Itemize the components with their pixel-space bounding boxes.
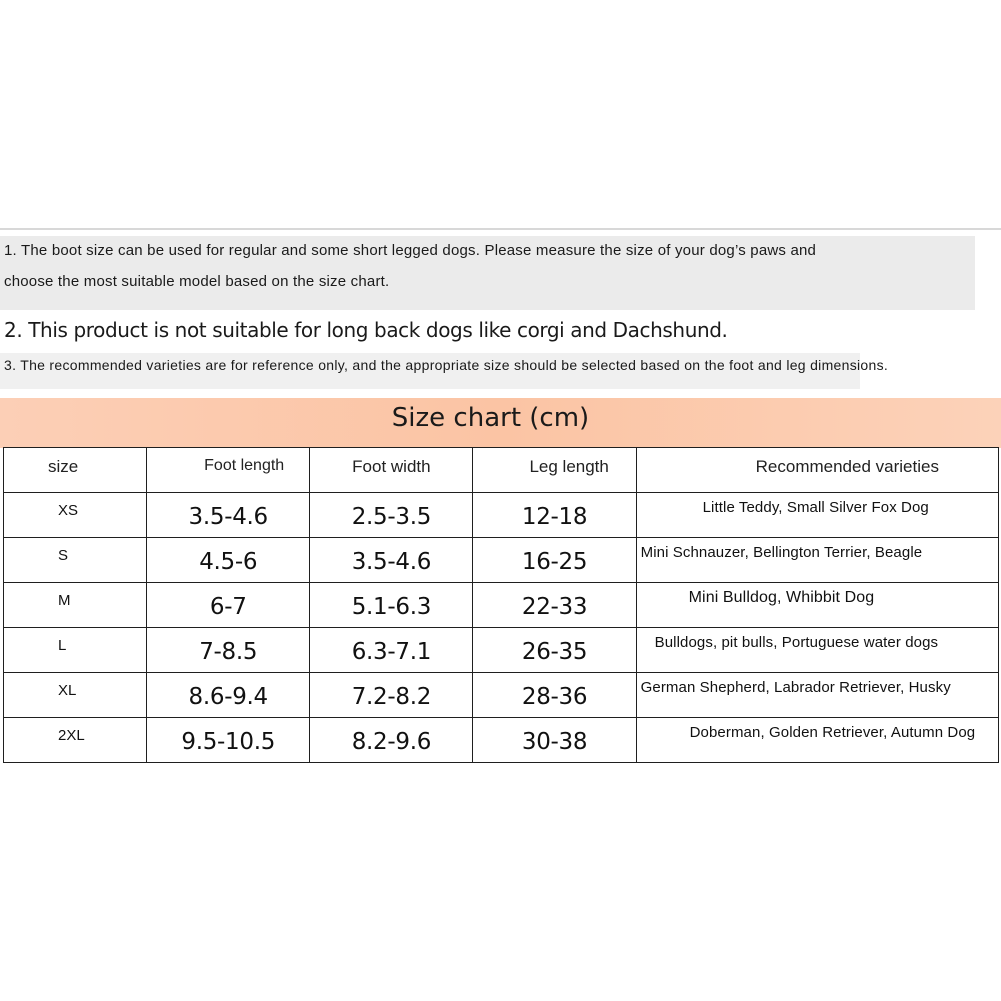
- foot-length-value: 3.5-4.6: [188, 504, 268, 530]
- foot-length-value: 9.5-10.5: [181, 729, 276, 755]
- cell-leg-length: [473, 583, 636, 628]
- cell-foot-width: [310, 673, 473, 718]
- cell-varieties: [636, 538, 998, 583]
- header-varieties-label: Recommended varieties: [755, 457, 939, 476]
- leg-length-value: 22-33: [521, 594, 588, 620]
- cell-foot-length: [147, 493, 310, 538]
- cell-varieties: [636, 583, 998, 628]
- size-label: S: [58, 547, 69, 564]
- cell-foot-length: [147, 628, 310, 673]
- header-leg-length: [473, 448, 636, 493]
- note-1-line-1: 1. The boot size can be used for regular and some short legged dogs. Please measure the size of your dog’s paws and: [4, 242, 817, 259]
- note-1-line-2: choose the most suitable model based on the size chart.: [4, 273, 390, 290]
- varieties-value: Mini Schnauzer, Bellington Terrier, Beagle: [640, 544, 923, 561]
- foot-width-value: 6.3-7.1: [351, 639, 432, 665]
- foot-length-value: 7-8.5: [199, 639, 258, 665]
- header-leg-length-label: Leg length: [529, 457, 609, 476]
- header-varieties: [636, 448, 998, 493]
- header-size: [4, 448, 147, 493]
- varieties-value: Bulldogs, pit bulls, Portuguese water dogs: [654, 634, 939, 651]
- size-label: XS: [58, 502, 79, 519]
- header-foot-width-label: Foot width: [352, 457, 431, 476]
- table-header-row: [4, 448, 999, 493]
- notes-section: [0, 228, 1001, 398]
- note-3: 3. The recommended varieties are for reference only, and the appropriate size should be selected based on the foot and leg dimensions.: [4, 357, 889, 373]
- size-label: XL: [58, 682, 77, 699]
- header-foot-length: [147, 448, 310, 493]
- cell-leg-length: [473, 673, 636, 718]
- table-row: [4, 583, 999, 628]
- cell-foot-length: [147, 718, 310, 763]
- table-row: [4, 718, 999, 763]
- header-foot-length-label: Foot length: [204, 457, 285, 474]
- varieties-value: Little Teddy, Small Silver Fox Dog: [702, 499, 929, 516]
- foot-width-value: 3.5-4.6: [351, 549, 432, 575]
- leg-length-value: 30-38: [521, 729, 588, 755]
- cell-foot-width: [310, 718, 473, 763]
- foot-length-value: 8.6-9.4: [188, 684, 268, 710]
- header-foot-width: [310, 448, 473, 493]
- cell-foot-length: [147, 538, 310, 583]
- size-label: M: [58, 592, 71, 609]
- cell-foot-width: [310, 493, 473, 538]
- cell-leg-length: [473, 628, 636, 673]
- cell-foot-width: [310, 628, 473, 673]
- cell-foot-length: [147, 673, 310, 718]
- size-chart-title-band: [0, 398, 1001, 448]
- note-2: 2. This product is not suitable for long back dogs like corgi and Dachshund.: [4, 318, 728, 342]
- foot-length-value: 6-7: [209, 594, 247, 620]
- cell-varieties: [636, 673, 998, 718]
- cell-size: [4, 583, 147, 628]
- table-row: [4, 628, 999, 673]
- leg-length-value: 16-25: [521, 549, 588, 575]
- leg-length-value: 12-18: [521, 504, 588, 530]
- divider: [0, 228, 1001, 230]
- header-size-label: size: [48, 457, 79, 476]
- leg-length-value: 28-36: [521, 684, 588, 710]
- foot-length-value: 4.5-6: [199, 549, 258, 575]
- cell-leg-length: [473, 493, 636, 538]
- leg-length-value: 26-35: [521, 639, 588, 665]
- table-row: [4, 538, 999, 583]
- varieties-value: German Shepherd, Labrador Retriever, Husky: [640, 679, 951, 696]
- cell-varieties: [636, 628, 998, 673]
- cell-foot-width: [310, 583, 473, 628]
- cell-varieties: [636, 718, 998, 763]
- foot-width-value: 2.5-3.5: [351, 504, 432, 530]
- cell-leg-length: [473, 718, 636, 763]
- table-row: [4, 673, 999, 718]
- varieties-value: Mini Bulldog, Whibbit Dog: [688, 589, 875, 606]
- table-row: [4, 493, 999, 538]
- varieties-value: Doberman, Golden Retriever, Autumn Dog: [689, 724, 976, 741]
- cell-size: [4, 673, 147, 718]
- size-label: L: [58, 637, 67, 654]
- cell-leg-length: [473, 538, 636, 583]
- foot-width-value: 8.2-9.6: [351, 729, 432, 755]
- cell-foot-width: [310, 538, 473, 583]
- cell-foot-length: [147, 583, 310, 628]
- size-table: [3, 447, 999, 763]
- cell-size: [4, 628, 147, 673]
- size-chart-title: Size chart (cm): [391, 403, 590, 433]
- foot-width-value: 5.1-6.3: [351, 594, 432, 620]
- size-label: 2XL: [58, 727, 85, 744]
- cell-size: [4, 718, 147, 763]
- cell-varieties: [636, 493, 998, 538]
- cell-size: [4, 493, 147, 538]
- foot-width-value: 7.2-8.2: [351, 684, 432, 710]
- cell-size: [4, 538, 147, 583]
